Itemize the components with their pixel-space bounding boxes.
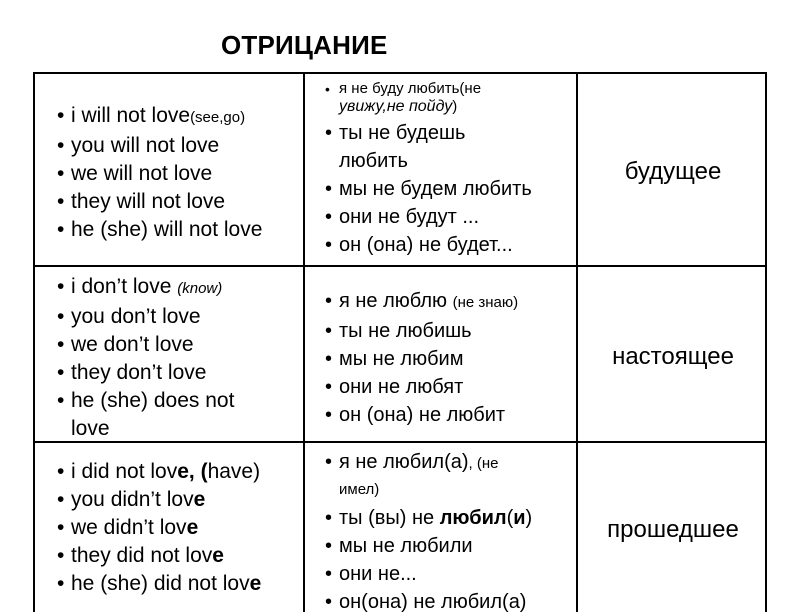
list-item: • i don’t love (know): [55, 273, 300, 303]
page-title: ОТРИЦАНИЕ: [221, 30, 388, 60]
english-present-cell: [55, 273, 300, 443]
negation-table: [33, 72, 767, 612]
list-item: • they will not love: [55, 188, 300, 216]
russian-future-cell: [323, 80, 575, 259]
list-item: • they did not love: [55, 542, 300, 570]
list-item: • я не буду любить(не увижу,не пойду): [323, 80, 575, 116]
list-item: • они не любят: [323, 373, 575, 401]
list-item: • i did not love, (have): [55, 458, 300, 486]
list-item: • he (she) will not love: [55, 216, 300, 244]
english-past-cell: [55, 458, 300, 598]
list-item: • мы не будем любить: [323, 175, 575, 203]
list-item: • я не любил(а), (не имел): [323, 450, 575, 502]
list-item: • we don’t love: [55, 331, 300, 359]
tense-label-past: прошедшее: [607, 516, 739, 543]
english-future-cell: [55, 102, 300, 244]
list-item: • you don’t love: [55, 303, 300, 331]
tense-label-future: будущее: [624, 158, 722, 185]
list-item: • я не люблю (не знаю): [323, 287, 575, 317]
list-item: • they don’t love: [55, 359, 300, 387]
list-item: • i will not love(see,go): [55, 102, 300, 132]
list-item: • он(она) не любил(а): [323, 588, 575, 616]
list-item: • ты не любишь: [323, 317, 575, 345]
list-item: • они не...: [323, 560, 575, 588]
column-divider: [303, 74, 305, 612]
list-item: • you didn’t love: [55, 486, 300, 514]
russian-present-cell: [323, 287, 575, 429]
russian-past-cell: [323, 450, 575, 616]
list-item: • он (она) не будет...: [323, 231, 575, 259]
list-item: • мы не любим: [323, 345, 575, 373]
list-item: • we didn’t love: [55, 514, 300, 542]
list-item: • we will not love: [55, 160, 300, 188]
list-item: • he (she) does not love: [55, 387, 300, 443]
list-item: • you will not love: [55, 132, 300, 160]
list-item: • он (она) не любит: [323, 401, 575, 429]
list-item: • мы не любили: [323, 532, 575, 560]
list-item: • he (she) did not love: [55, 570, 300, 598]
list-item: • они не будут ...: [323, 203, 575, 231]
list-item: • ты не будешь любить: [323, 119, 575, 175]
tense-label-present: настоящее: [612, 343, 734, 370]
row-divider: [35, 265, 765, 267]
list-item: • ты (вы) не любил(и): [323, 504, 575, 532]
